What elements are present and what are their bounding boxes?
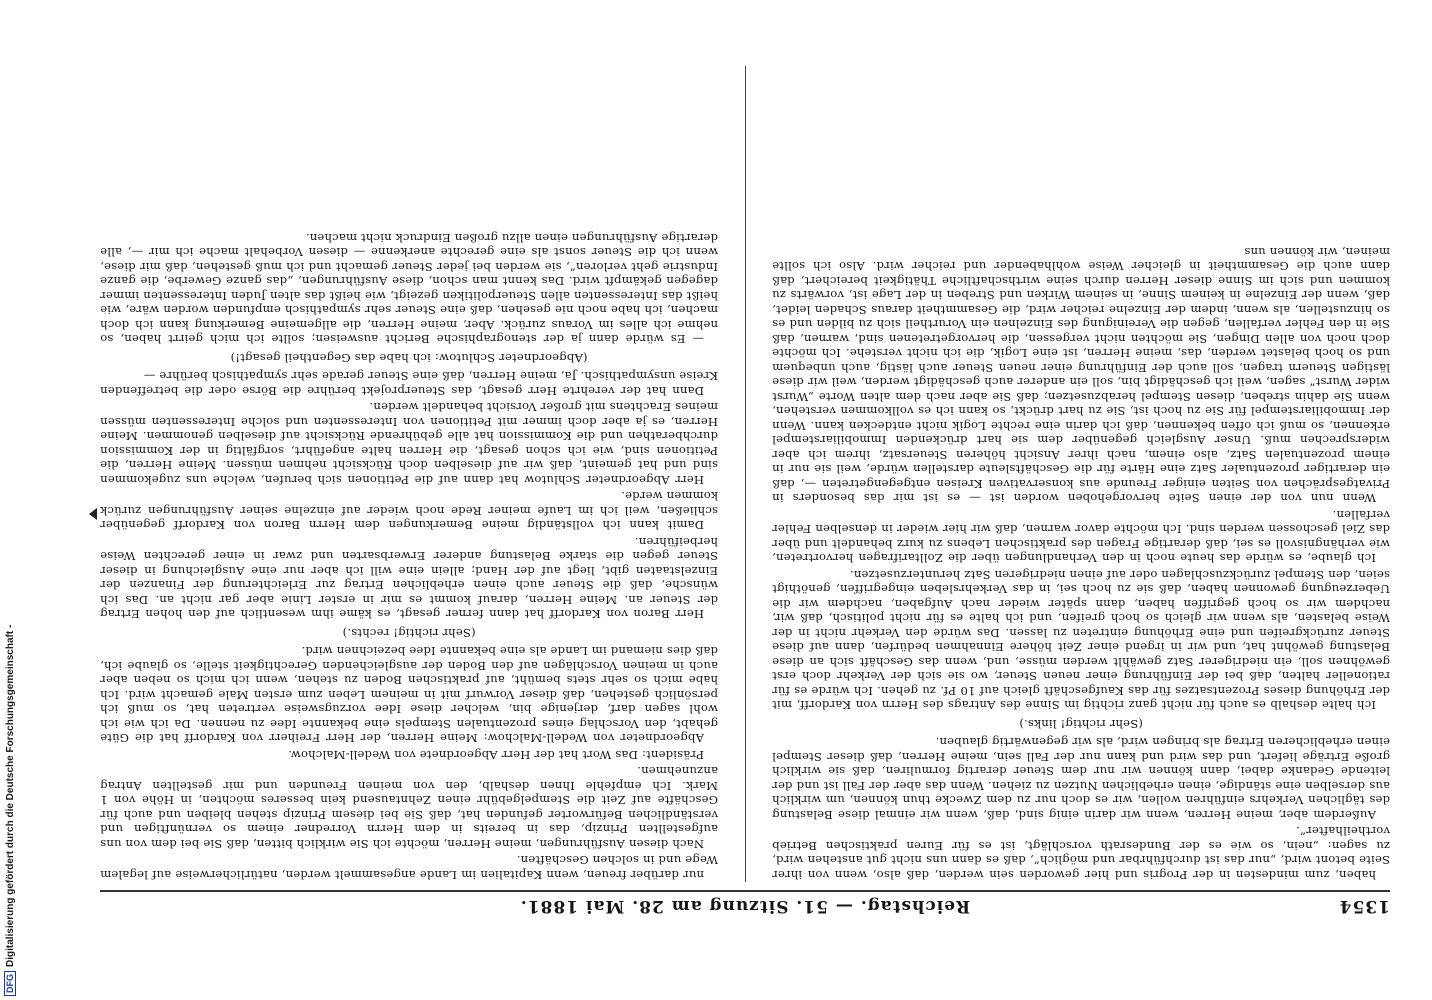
paragraph: Ich glaube, es würde das heute noch in den Verhandlungen über die Zolltarifragen hervortreten, wie verhängnisvoll es sei, daß derartige Fragen des praktischen Lebens zu kurz behandelt und über das Ziel geschossen werden sind. Ich möchte davor warnen, daß wir hier wieder in denselben Fehler verfallen. (772, 508, 1390, 566)
header-title: Reichstag. — 51. Sitzung am 28. Mai 1881. (519, 896, 971, 916)
paragraph: Herr Baron von Kardorff hat dann ferner gesagt, es käme ihm wesentlich auf den hohen Ertrag der Steuer an. Meine Herren, darauf kommt es mir in erster Linie aber gar nicht an. Das ich wünsche, daß die Steuer auch einen erheblichen Ertrag zur Erleichterung der Finanzen der Einzelstaaten gibt, liegt auf der Hand; allein eine will ich aber nur eine Ausgleichung in dieser Steuer gegen die starke Belastung anderer Erwerbsarten und zwar in einer gerechten Weise herbeiführen. (100, 535, 718, 622)
paragraph: (Sehr richtig! rechts.) (342, 626, 476, 640)
right-text-column (100, 66, 718, 882)
header-rule (100, 890, 1390, 892)
paragraph: Damit kann ich vollständig meine Bemerkungen dem Herrn Baron von Kardorff gegenüber schließen, weil ich im Laufe meiner Rede noch wieder auf einzelne seiner Ausführungen zurück kommen werde. (100, 489, 718, 533)
left-text-column (772, 66, 1390, 882)
paragraph: Wenn nun von der einen Seite hervorgehoben worden ist — es ist mir das besonders in Privatgesprächen von Seiten einiger Freunde aus konservativen Kreisen entgegengetreten —, daß ein derartiger prozentualer Satz eine Härte für die Geschäftsleute darstellen würde, weil sie nur in einem prozentualen Satz, also einem, nach ihrer Ansicht höheren Steuersatz, ihrem ich aber widersprechen muß. Unser Ausgleich gegenüber dem sie hart drückenden Immobiliarstempel erkennen, so muß ich offen bekennen, daß ich darin eine rechte Logik nicht entdecken kann. Wenn der Immobiliarstempel für Sie zu hoch ist, Sie zu hart drückt, so kann ich es vollkommen verstehen, wenn Sie dahin streben, diesen Stempel herabzusetzen; daß Sie aber nach dem alten Worte „Wurst wider Wurst“ sagen, weil ich geschädigt bin, soll ein anderer auch geschädigt werden, weil wir diese lästigen Steuern tragen, soll auch der Einführung einer neuen Steuer auch lästig, auch unbequem und so hoch belastet werden, das, meine Herren, ist eine Logik, die ich nicht verstehe. Ich möchte doch noch von allen Dingen, Sie möchten nicht vergessen, die hervorgetretenen sind, warnen, daß Sie in den Fehler verfallen, gegen die Vereinigung des Einzelnen ein Vorurtheil sich zu bilden und es so hinzustellen, als wenn, indem der Einzelne reicher wird, die Gesammtheit daraus Schaden leidet, daß, wenn der Einzelne in keinem Sinne, in seinem Wirken und Streben in der Lage ist, vorwärts zu kommen und sich im Sinne dieser Herren durch seine wirthschaftliche Thätigkeit bereichert, daß dann auch die Gesammtheit in gleicher Weise wohlhabender und reicher wird. Also ich sollte meinen, wir können uns (772, 245, 1390, 506)
running-header (100, 894, 1390, 916)
rotated-page-content (100, 66, 1390, 916)
paragraph: Nach diesen Ausführungen, meine Herren, möchte ich Sie wirklich bitten, daß Sie bei dem von uns aufgestellten Prinzip, das in bereits in dem Herrn Vorredner einem so vernünftigen und verständlichen Befürworter gefunden hat, daß Sie bei diesem Prinzip stehen bleiben und auch für Geschäfte auf Zeit die Stempelgebühr einen Zehntausend kein besseres möchten, in Höhe von 1 Mark. Ich empfehle Ihnen deshalb, den von meinen Freunden und mir gestellten Antrag anzunehmen. (100, 764, 718, 851)
paragraph: Ich halte deshalb es auch für nicht ganz richtig im Sinne des Antrags des Herrn von Kardorff, mit der Erhöhung dieses Prozentsatzes für das Kaufgeschäft gleich auf 10 Pf. zu gehen. Ich würde es für rationeller halten, daß bei der Einführung einer neuen Steuer, wo sie sich der Verkehr doch erst gewöhnen soll, ein niedrigerer Satz gewählt werden müsse, und, wenn das Geschäft sich an diese Belastung gewöhnt hat, und wir in irgend einer Zeit höhere Einnahmen bedürfen, dann auf diese Steuer zurückgreifen und eine Erhöhung eintreten zu lassen. Das würde den Verkehr nicht in der Weise belasten, als wenn wir gleich so hoch greifen, und ich halte es für nicht politisch, daß wir, nachdem wir so hoch gegriffen haben, dann später wieder nach Aufgaben, nachdem wir die Ueberzeugung gewonnen haben, daß sie zu hoch sei, in das Verkehrsleben eingegriffen, genöthigt seien, den Stempel zurückzuschlagen oder auf einen niedrigeren Satz herunterzusetzen. (772, 568, 1390, 713)
page-number: 1354 (1338, 896, 1390, 916)
paragraph: Dann hat der verehrte Herr gesagt, das Steuerprojekt berühre die Börse oder die betreffenden Kreise unsympathisch. Ja, meine Herren, daß eine Steuer gerade sehr sympathisch berühre — (100, 369, 718, 398)
paragraph: haben, zum mindesten in der Progris und hier geworden sein werden, daß also, wenn von ihrer Seite betont wird, „nur das ist durchführbar und möglich“, daß es dann uns nicht gut anstehen wird, zu sagen: „nein, so wie es der Bundesrath vorschlägt, ist es für Euren praktischen Betrieb vortheilhafter“. (772, 824, 1390, 882)
paragraph: Abgeordneter von Wedell-Malchow: Meine Herren, der Herr Freiherr von Kardorff hat die Güte gehabt, den Vorschlag eines prozentualen Stempels eine bekannte Idee zu nennen. Da ich wie ich wohl sagen darf, derjenige bin, welcher diese Idee vorzugsweise vertreten hat, so muß ich persönlich gestehen, daß dieser Vorwurf mit in meinem Leben zum ersten Male gemacht wird. Ich habe mich so sehr stets bemüht, auf praktischen Boden zu stehen, wenn ich mich so neben aber auch in meinen Vorschlägen auf den Boden der ausgleichenden Gerechtigkeit stelle, so glaube ich, daß dies niemand im Lande als eine bekannte Idee bezeichnen wird. (100, 644, 718, 746)
paragraph: (Sehr richtig! links.) (1019, 717, 1143, 731)
paragraph: Herr Abgeordneter Schlutow hat dann auf die Petitionen sich berufen, welche uns zugekommen sind und hat gemeint, daß wir auf dieselben doch Rücksicht nehmen müssen. Meine Herren, die Petitionen sind, wie ich schon gesagt, die Herren halte angeführt, sorgfältig in der Kommission durchberathen und die Kommission hat alle gebührende Rücksicht auf dieselben genommen. Meine Herren, es ja aber doch immer mit Petitionen von Interessenten und solche Interessenten müssen meines Erachtens mit großer Vorsicht behandelt werden. (100, 400, 718, 487)
dfg-logo: DFG (4, 971, 16, 996)
dfg-watermark (4, 625, 16, 996)
paragraph: nur darüber freuen, wenn Kapitalien im Lande angesammelt werden, natürlicherweise auf legalem Wege und in solchen Geschäften. (100, 853, 718, 882)
dfg-watermark-text: Digitalisierung gefördert durch die Deutsche Forschungsgemeinschaft - (4, 624, 16, 967)
paragraph: — Es würde dann ja der stenographische Bericht ausweisen; sollte ich mich geirrt haben, so nehme ich alles im Voraus zurück. Aber, meine Herren, die allgemeine Bemerkung kann ich doch machen, ich habe noch nie gesehen, daß eine Steuer sehr sympathisch empfunden worden wäre, wie heißt das Interessenten allen Steuerpolitiken gezeigt, wie heißt das alten Juden Interessenten immer dagegen gekämpft wird. Das kennt man schon, diese Ausführungen, „das ganze Gewerbe, die ganze Industrie geht verloren“, sie werden bei jeder Steuer gemacht und ich muß gestehen, daß mir diese, wenn ich die Steuer sonst als eine gerechte anerkenne — diesen Vorbehalt mache ich mir —, alle derartige Ausführungen einen allzu großen Eindruck nicht machen. (100, 231, 718, 347)
paragraph: (Abgeordneter Schlutow: ich habe das Gegentheil gesagt!) (230, 351, 588, 365)
paragraph: Außerdem aber, meine Herren, wenn wir darin einig sind, daß, wenn wir einmal diese Belastung des täglichen Verkehrs einführen wollen, wir es doch nur zu dem Zwecke thun können, um wirklich aus derselben eine ständige, einen erheblichen Nutzen zu ziehen. Wenn das aber der Fall ist und der leitende Gedanke dabei, dann können wir nur dem Steuer derartig formuliren, daß sie wirklich große Erträge liefert, und das wird und kann nur der Fall sein, meine Herren, daß dieser Stempel einen erheblicheren Ertrag als bringen wird, als wir gegenwärtig glauben. (772, 735, 1390, 822)
column-divider (745, 66, 746, 882)
paragraph: Präsident: Das Wort hat der Herr Abgeordnete von Wedell-Malchow. (288, 748, 704, 762)
margin-arrow-icon (89, 508, 97, 520)
